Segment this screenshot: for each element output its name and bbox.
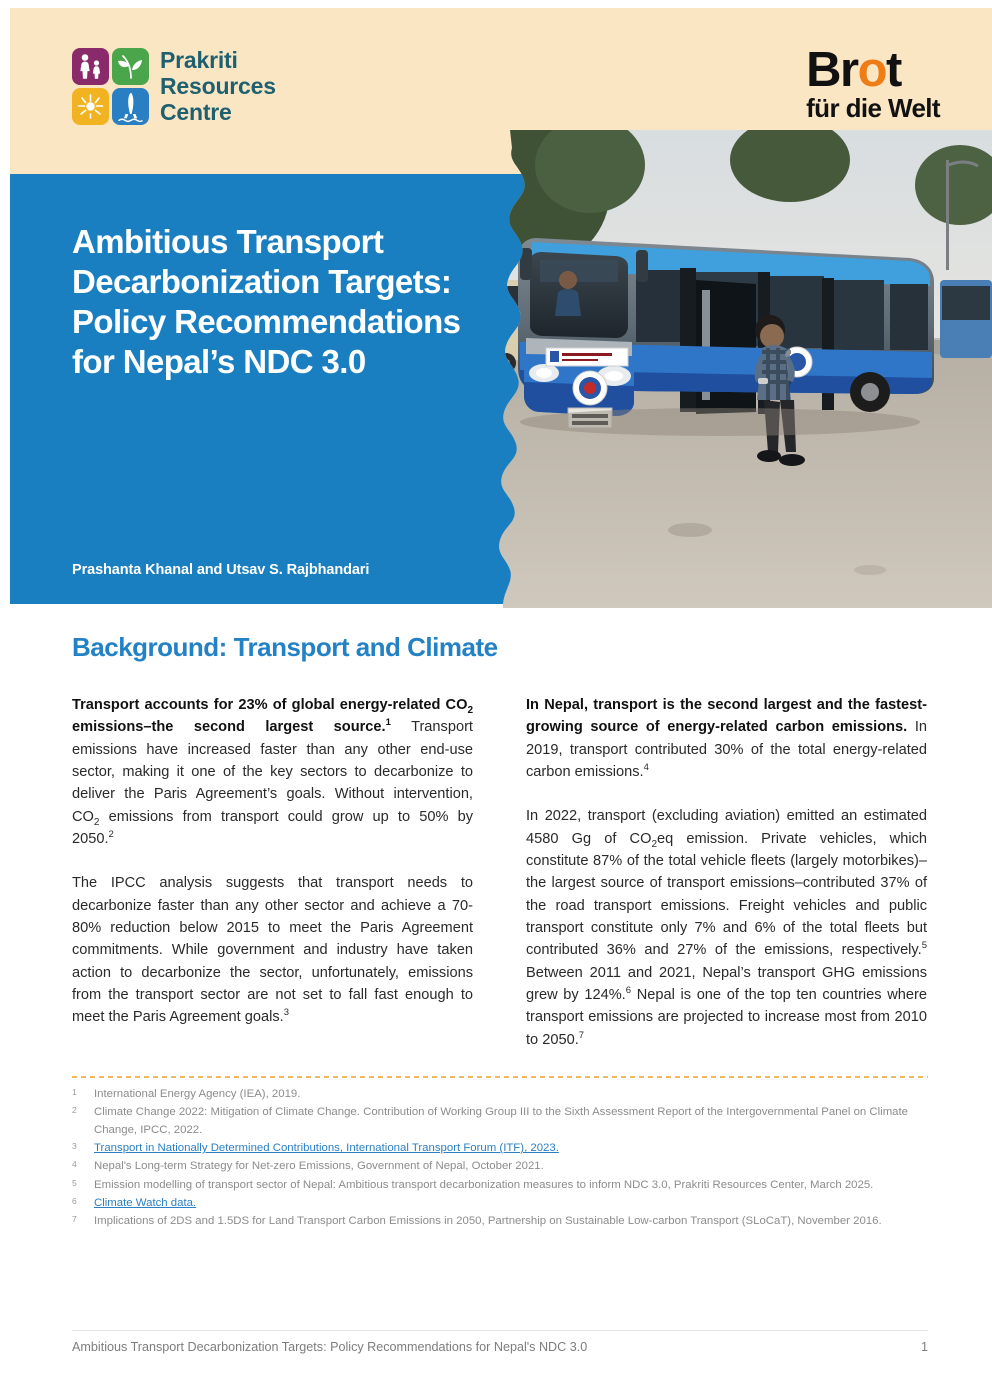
wheat-water-icon (112, 88, 149, 125)
brot-o-accent: o (857, 43, 887, 97)
footer-title: Ambitious Transport Decarbonization Targets: Policy Recommendations for Nepal's NDC 3.0 (72, 1340, 588, 1354)
footnote-number: 4 (72, 1159, 77, 1170)
page-title (72, 222, 472, 382)
page-number: 1 (920, 1340, 928, 1354)
footnote-item (72, 1213, 952, 1230)
brot-wordmark (806, 43, 940, 97)
right-column (526, 694, 927, 1051)
subscript-2: 2 (467, 704, 473, 716)
footnote-text: Implications of 2DS and 1.5DS for Land Transport Carbon Emissions in 2050, Partnership on Sustainable Low-carbon Transport (SLoCaT), November 2016. (94, 1215, 882, 1228)
left-paragraph-1: Transport accounts for 23% of global energy-related $CO_2$ emissions–the second largest source.$^1$ Transport emissions have increased faster than any other end-use sector, making it one of the key sectors to decarbonize to deliver the Paris Agreement’s goals. Without intervention, $CO_2$ emissions from transport could grow up to 50% by 2050.$^2$ (72, 697, 473, 847)
left-column (72, 694, 473, 1051)
footnote-number: 6 (72, 1195, 77, 1206)
footnotes-list (72, 1086, 952, 1232)
logo-line-3: Centre (160, 98, 232, 125)
footnote-item (72, 1177, 952, 1194)
subscript-2b: 2 (93, 816, 100, 828)
logo-line-1: Prakriti (160, 47, 238, 73)
footnote-text: Emission modelling of transport sector of Nepal: Ambitious transport decarbonization measures to inform NDC 3.0, Prakriti Resources Center, March 2025. (94, 1178, 874, 1191)
cover-photo-image (440, 130, 992, 608)
sun-icon (72, 88, 109, 125)
right-p1-lead: In Nepal, transport is the second largest and the fastest-growing source of energy-related carbon emissions. (526, 697, 927, 736)
prakriti-resources-centre-logo (72, 48, 276, 125)
left-paragraph-2: The IPCC analysis suggests that transport needs to decarbonize faster than any other sector and achieve a 70-80% reduction below 2015 to meet the Paris Agreement commitments. While government and industry have taken action to decarbonize the sector, unfortunately, emissions from the transport sector are not set to fall fast enough to meet the Paris Agreement goals.$^3$ (72, 875, 473, 1026)
cover-photo (440, 130, 992, 608)
people-icon (72, 48, 109, 85)
section-heading: Background: Transport and Climate (72, 632, 498, 662)
footnote-ref-2[interactable]: 2 (108, 829, 114, 841)
footnote-link[interactable]: Transport in Nationally Determined Contributions, International Transport Forum (ITF), 2023. (94, 1141, 559, 1154)
footnote-ref-3[interactable]: 3 (283, 1007, 290, 1019)
logo-wordmark (160, 48, 276, 125)
document-title: Ambitious Transport Decarbonization Targets: Policy Recommendations for Nepal’s NDC 3.0 (72, 223, 461, 380)
footnote-item (72, 1086, 952, 1103)
brot-post: t (886, 43, 901, 97)
footnote-link[interactable]: Climate Watch data. (94, 1196, 197, 1209)
brot-fuer-die-welt-logo (806, 43, 940, 124)
leaf-icon (112, 48, 149, 85)
brot-subtitle: für die Welt (806, 93, 940, 124)
left-p1-lead: Transport accounts for 23% of global energy-related $CO_2$ emissions–the second largest source.$^1$ (72, 697, 473, 736)
body-columns (72, 694, 928, 1051)
footnote-text: Climate Change 2022: Mitigation of Climate Change. Contribution of Working Group III to the Sixth Assessment Report of the Intergovernmental Panel on Climate Change, IPCC, 2022. (94, 1106, 909, 1136)
footer-divider (72, 1330, 928, 1331)
footnote-number: 1 (72, 1087, 77, 1097)
footnote-item (72, 1104, 952, 1139)
footnote-ref-7[interactable]: 7 (578, 1029, 585, 1041)
logo-line-2: Resources (160, 72, 276, 99)
document-authors: Prashanta Khanal and Utsav S. Rajbhandari (72, 562, 370, 578)
logo-tiles (72, 48, 149, 125)
footnote-text: Nepal's Long-term Strategy for Net-zero Emissions, Government of Nepal, October 2021. (94, 1160, 544, 1173)
footnote-number: 5 (72, 1177, 77, 1188)
page-footer (72, 1340, 928, 1354)
footnote-item (72, 1140, 952, 1157)
footnote-text: International Energy Agency (IEA), 2019. (94, 1088, 301, 1100)
brot-pre: Br (806, 43, 858, 97)
footnote-ref-6[interactable]: 6 (625, 985, 632, 997)
footnote-ref-5[interactable]: 5 (921, 940, 927, 952)
footnote-ref-1[interactable]: 1 (385, 717, 391, 729)
footnote-number: 2 (72, 1105, 77, 1116)
footnote-number: 7 (72, 1214, 77, 1225)
footnote-ref-4[interactable]: 4 (643, 762, 649, 774)
footnote-number: 3 (72, 1140, 77, 1151)
right-paragraph-2: In 2022, transport (excluding aviation) emitted an estimated 4580 Gg of $CO_2eq$ emission. Private vehicles, which constitute 87% of the total vehicle fleets (largely motorbikes)– the largest source of transport emissions–contributed 37% of the road transport emissions. Freight vehicles and public transport constitute only 7% and 6% of the total fleets but contributed 36% and 27% of the emissions, respectively.$^5$ Between 2011 and 2021, Nepal’s transport GHG emissions grew by 124%.$^6$ Nepal is one of the top ten countries where transport emissions are projected to increase most from 2010 to 2050.$^7$ (526, 808, 927, 1048)
subscript-2c: 2 (651, 838, 658, 850)
right-paragraph-1: In Nepal, transport is the second largest and the fastest-growing source of energy-related carbon emissions. In 2019, transport contributed 30% of the total energy-related carbon emissions.$^4$ (526, 697, 928, 780)
footnote-item (72, 1158, 952, 1175)
footnote-item (72, 1195, 952, 1212)
footnote-divider (72, 1076, 928, 1078)
